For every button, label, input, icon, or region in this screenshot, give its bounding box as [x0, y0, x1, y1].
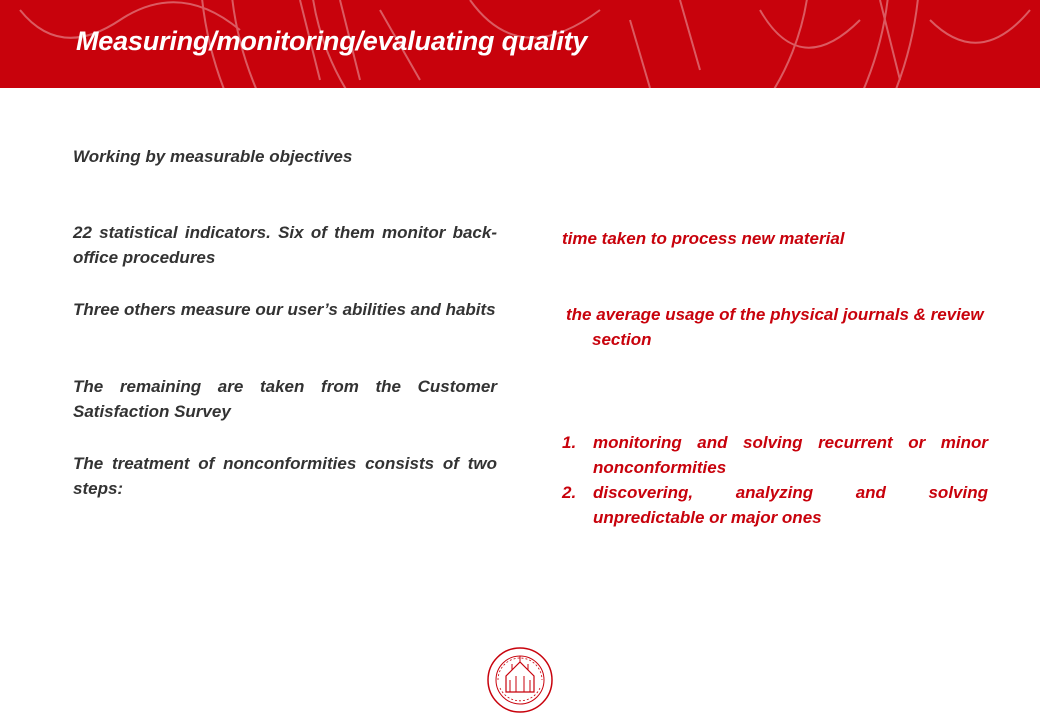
customer-satisfaction-text: The remaining are taken from the Customer Satisfaction Survey [73, 377, 497, 421]
page-title: Measuring/monitoring/evaluating quality [76, 26, 588, 56]
list-item-text: discovering, analyzing and solving unpredictable or major ones [593, 483, 988, 527]
objectives-heading: Working by measurable objectives [73, 147, 353, 166]
statistical-indicators-text: 22 statistical indicators. Six of them monitor back-office procedures [73, 223, 497, 267]
header-banner [0, 0, 1040, 88]
processing-time-item: time taken to process new material [562, 229, 845, 248]
university-seal-icon [486, 646, 554, 714]
list-number: 2. [562, 483, 577, 502]
list-item-text: monitoring and solving recurrent or minor nonconformities [593, 433, 988, 477]
list-item [562, 480, 988, 530]
nonconformity-steps-list [562, 430, 988, 530]
nonconformities-text: The treatment of nonconformities consists of two steps: [73, 454, 497, 498]
list-item [562, 430, 988, 480]
list-number: 1. [562, 433, 577, 452]
user-abilities-text: Three others measure our user’s abilities and habits [73, 300, 496, 319]
journals-usage-item: the average usage of the physical journals & review section [566, 305, 984, 349]
